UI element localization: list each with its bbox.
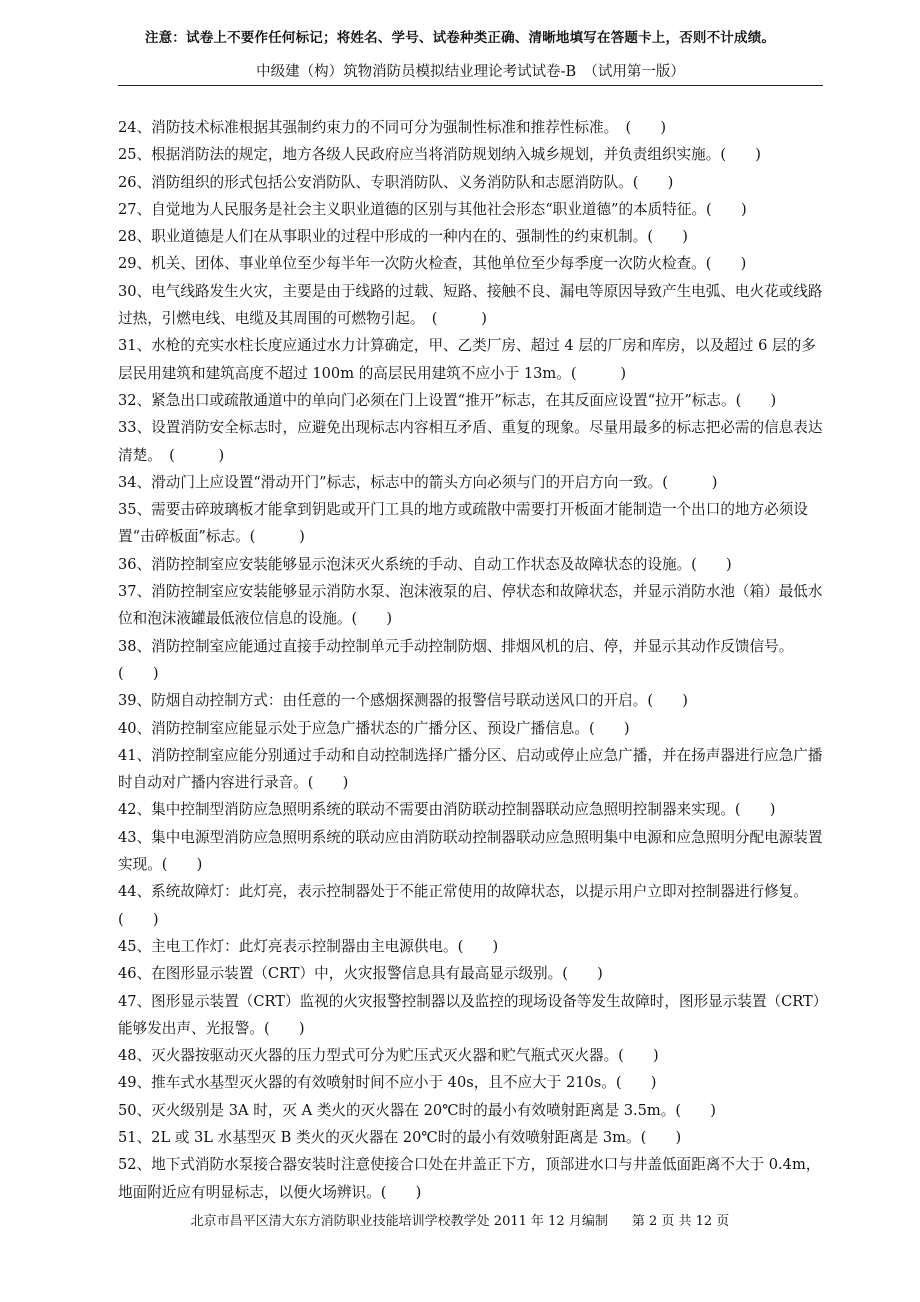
question-item: 36、消防控制室应安装能够显示泡沫灭火系统的手动、自动工作状态及故障状态的设施。( ) — [118, 555, 732, 573]
header-divider — [118, 85, 823, 86]
question-item: 41、消防控制室应能分别通过手动和自动控制选择广播分区、启动或停止应急广播，并在扬声器进行应急广播时自动对广播内容进行录音。( ) — [118, 746, 823, 792]
question-item: 48、灭火器按驱动灭火器的压力型式可分为贮压式灭火器和贮气瓶式灭火器。( ) — [118, 1047, 659, 1065]
question-item: 38、消防控制室应能通过直接手动控制单元手动控制防烟、排烟风机的启、停，并显示其动作反馈信号。( ) — [118, 637, 794, 682]
question-item: 45、主电工作灯：此灯亮表示控制器由主电源供电。( ) — [118, 937, 499, 955]
question-item: 35、需要击碎玻璃板才能拿到钥匙或开门工具的地方或疏散中需要打开板面才能制造一个出口的地方必须设置“击碎板面”标志。( ) — [118, 501, 808, 546]
question-item: 24、消防技术标准根据其强制约束力的不同可分为强制性标准和推荐性标准。 ( ) — [118, 119, 667, 136]
question-item: 44、系统故障灯：此灯亮，表示控制器处于不能正常使用的故障状态，以提示用户立即对控制器进行修复。( ) — [118, 883, 808, 928]
question-item: 25、根据消防法的规定，地方各级人民政府应当将消防规划纳入城乡规划，并负责组织实施。( ) — [118, 146, 761, 164]
question-item: 43、集中电源型消防应急照明系统的联动应由消防联动控制器联动应急照明集中电源和应急照明分配电源装置实现。( ) — [118, 828, 823, 874]
question-item: 42、集中控制型消防应急照明系统的联动不需要由消防联动控制器联动应急照明控制器来实现。( ) — [118, 801, 776, 819]
page-number: 第 2 页 共 12 页 — [631, 1214, 730, 1229]
question-item: 51、2L 或 3L 水基型灭 B 类火的灭火器在 20℃时的最小有效喷射距离是 3m。( ) — [118, 1128, 682, 1146]
exam-notice: 注意：试卷上不要作任何标记；将姓名、学号、试卷种类正确、清晰地填写在答题卡上，否则不计成绩。 — [144, 30, 776, 46]
question-item: 40、消防控制室应能显示处于应急广播状态的广播分区、预设广播信息。( ) — [118, 719, 630, 737]
footer-organization: 北京市昌平区清大东方消防职业技能培训学校教学处 2011 年 12 月编制 — [190, 1214, 608, 1229]
question-item: 31、水枪的充实水柱长度应通过水力计算确定，甲、乙类厂房、超过 4 层的厂房和库房，以及超过 6 层的多层民用建筑和建筑高度不超过 100m 的高层民用建筑不应小于 13m。( ) — [118, 337, 816, 382]
question-item: 32、紧急出口或疏散通道中的单向门必须在门上设置“推开”标志，在其反面应设置“拉开”标志。( ) — [118, 391, 777, 409]
question-item: 30、电气线路发生火灾，主要是由于线路的过载、短路、接触不良、漏电等原因导致产生电弧、电火花或线路过热，引燃电线、电缆及其周围的可燃物引起。 ( ) — [118, 282, 823, 328]
exam-title: 中级建（构）筑物消防员模拟结业理论考试试卷-B （试用第一版） — [256, 64, 685, 80]
question-item: 37、消防控制室应安装能够显示消防水泵、泡沫液泵的启、停状态和故障状态，并显示消防水池（箱）最低水位和泡沫液罐最低液位信息的设施。( ) — [118, 583, 823, 628]
question-item: 26、消防组织的形式包括公安消防队、专职消防队、义务消防队和志愿消防队。( ) — [118, 173, 674, 191]
question-item: 29、机关、团体、事业单位至少每半年一次防火检查，其他单位至少每季度一次防火检查。( ) — [118, 255, 747, 273]
question-item: 47、图形显示装置（CRT）监视的火灾报警控制器以及监控的现场设备等发生故障时，图形显示装置（CRT）能够发出声、光报警。( ) — [118, 992, 828, 1037]
page-footer — [0, 1210, 920, 1229]
question-item: 28、职业道德是人们在从事职业的过程中形成的一种内在的、强制性的约束机制。( ) — [118, 228, 688, 246]
question-item: 49、推车式水基型灭火器的有效喷射时间不应小于 40s，且不应大于 210s。( ) — [118, 1074, 657, 1092]
question-item: 27、自觉地为人民服务是社会主义职业道德的区别与其他社会形态“职业道德”的本质特征。( ) — [118, 200, 747, 218]
question-item: 52、地下式消防水泵接合器安装时注意使接合口处在井盖正下方，顶部进水口与井盖低面距离不大于 0.4m，地面附近应有明显标志，以便火场辨识。( ) — [118, 1156, 821, 1201]
question-item: 46、在图形显示装置（CRT）中，火灾报警信息具有最高显示级别。( ) — [118, 965, 603, 983]
question-item: 33、设置消防安全标志时，应避免出现标志内容相互矛盾、重复的现象。尽量用最多的标志把必需的信息表达清楚。 ( ) — [118, 419, 823, 464]
question-item: 50、灭火级别是 3A 时，灭 A 类火的灭火器在 20℃时的最小有效喷射距离是 3.5m。( ) — [118, 1101, 716, 1119]
question-item: 34、滑动门上应设置“滑动开门”标志，标志中的箭头方向必须与门的开启方向一致。( ) — [118, 473, 718, 491]
question-item: 39、防烟自动控制方式：由任意的一个感烟探测器的报警信号联动送风口的开启。( ) — [118, 692, 688, 710]
question-list — [118, 114, 828, 1206]
